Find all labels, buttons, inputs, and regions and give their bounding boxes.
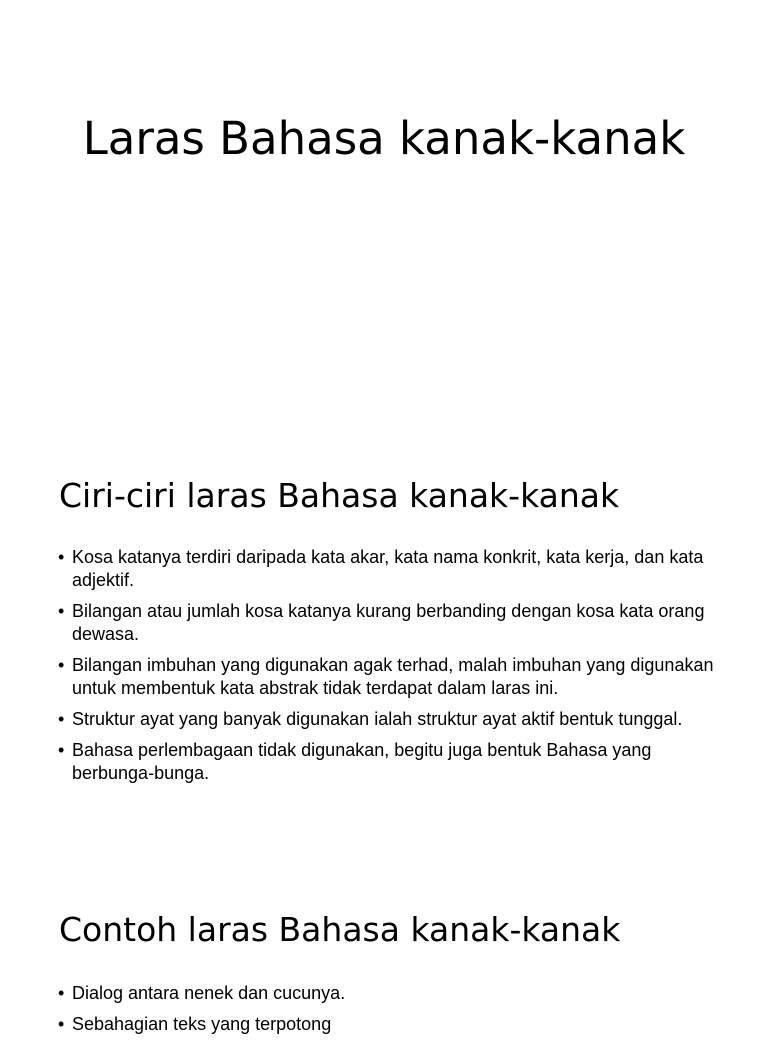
list-item (58, 739, 728, 785)
ciri-ciri-slide (0, 476, 768, 793)
list-item (58, 1013, 728, 1036)
list-item (58, 654, 728, 700)
list-item-text: Sebahagian teks yang terpotong (72, 1014, 332, 1034)
bullet-icon: • (58, 547, 65, 567)
list-item-text: Bilangan atau jumlah kosa katanya kurang berbanding dengan kosa kata orang dewasa. (72, 601, 705, 644)
list-item (58, 708, 728, 731)
list-item (58, 600, 728, 646)
bullet-icon: • (58, 740, 65, 760)
ciri-ciri-list (0, 546, 768, 785)
contoh-heading: Contoh laras Bahasa kanak-kanak (59, 910, 621, 949)
bullet-icon: • (58, 601, 65, 621)
list-item-text: Struktur ayat yang banyak digunakan ialah struktur ayat aktif bentuk tunggal. (72, 709, 683, 729)
list-item (58, 546, 728, 592)
ciri-ciri-heading: Ciri-ciri laras Bahasa kanak-kanak (59, 476, 620, 515)
list-item-text: Kosa katanya terdiri daripada kata akar, kata nama konkrit, kata kerja, dan kata adjektif. (72, 547, 704, 590)
list-item-text: Bahasa perlembagaan tidak digunakan, begitu juga bentuk Bahasa yang berbunga-bunga. (72, 740, 652, 783)
slide-title: Laras Bahasa kanak-kanak (82, 112, 686, 165)
contoh-list (0, 982, 768, 1036)
list-item (58, 982, 728, 1005)
title-slide (0, 0, 768, 440)
bullet-icon: • (58, 709, 65, 729)
list-item-text: Bilangan imbuhan yang digunakan agak terhad, malah imbuhan yang digunakan untuk membentuk kata abstrak tidak terdapat dalam laras ini. (72, 655, 714, 698)
list-item-text: Dialog antara nenek dan cucunya. (72, 983, 346, 1003)
bullet-icon: • (58, 655, 65, 675)
bullet-icon: • (58, 1014, 65, 1034)
bullet-icon: • (58, 983, 65, 1003)
